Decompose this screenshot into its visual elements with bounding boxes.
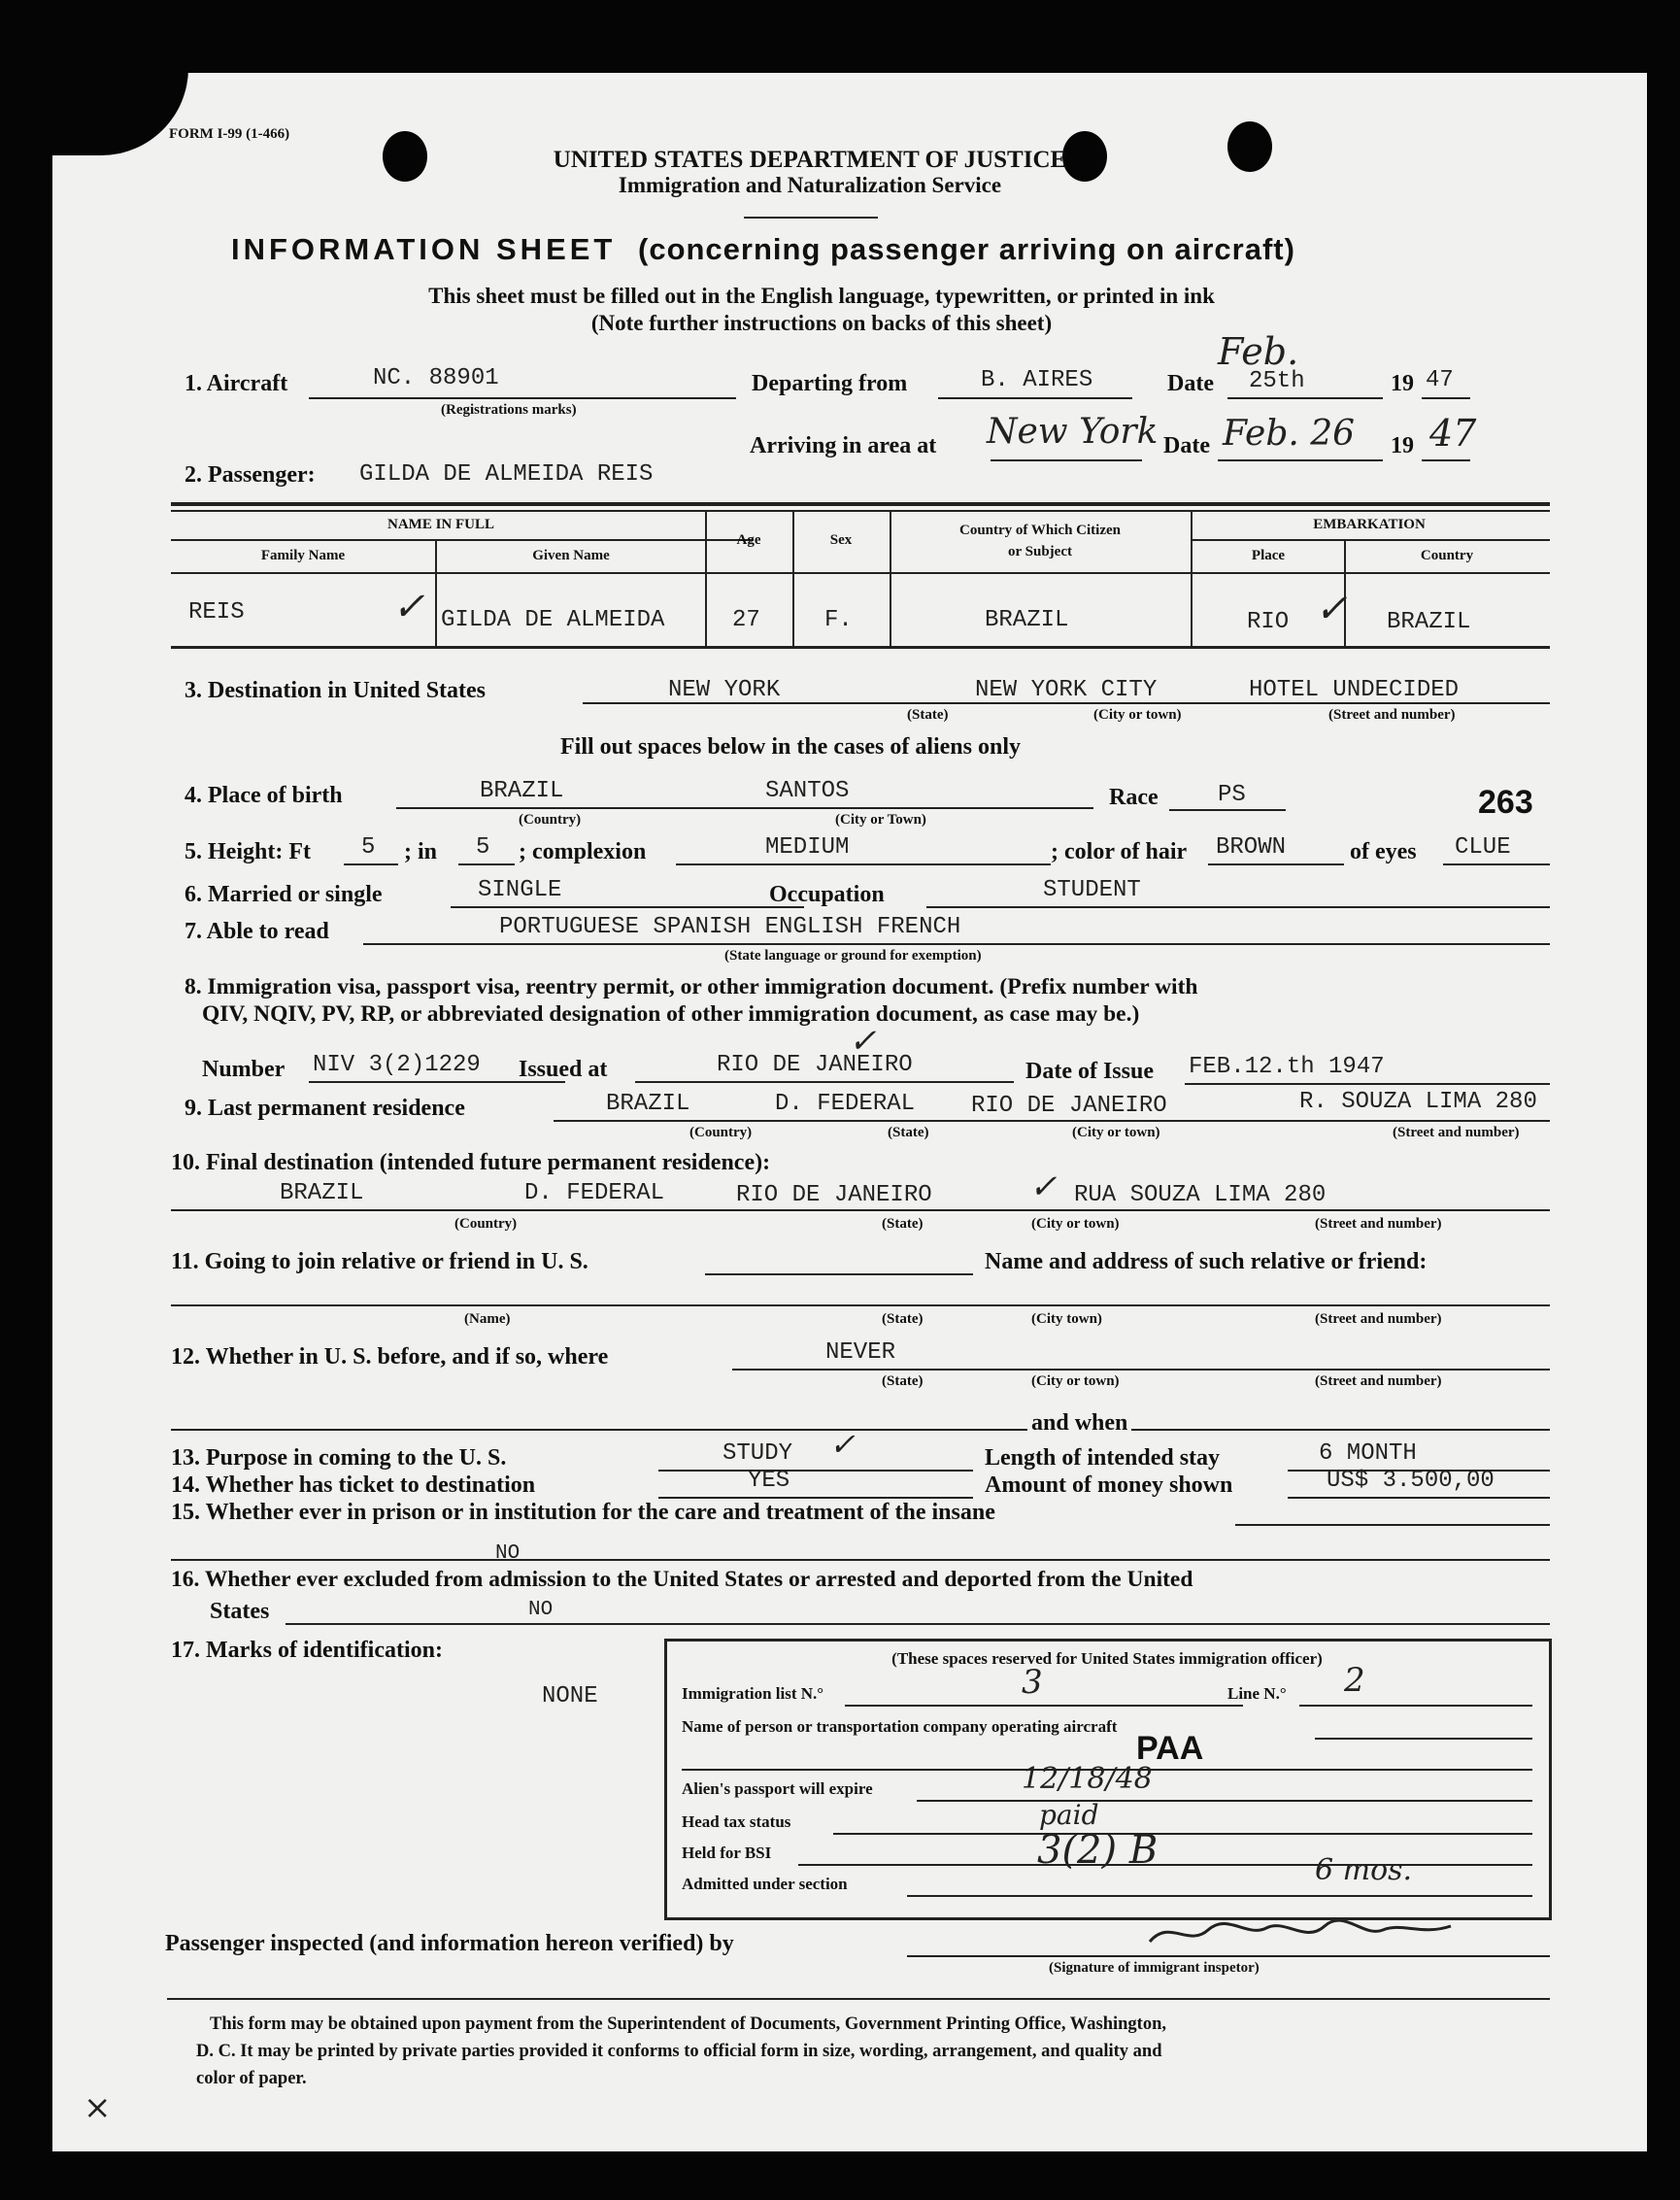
issued-at-line xyxy=(635,1081,1014,1083)
held-for-bsi-label: Held for BSI xyxy=(682,1844,772,1862)
length-of-stay-value: 6 MONTH xyxy=(1319,1440,1417,1467)
passport-expire-value: 12/18/48 xyxy=(1022,1762,1153,1796)
last-res-city-value: RIO DE JANEIRO xyxy=(971,1093,1167,1119)
aliens-only-note: Fill out spaces below in the cases of aliens only xyxy=(559,734,1022,760)
company-line-a xyxy=(1315,1738,1532,1740)
marks-value: NONE xyxy=(542,1683,598,1709)
passport-expire-line xyxy=(917,1800,1532,1802)
company-value: PAA xyxy=(1136,1730,1204,1767)
last-residence-label: 9. Last permanent residence xyxy=(185,1096,465,1121)
relative-city-caption: (City town) xyxy=(1031,1311,1102,1327)
admitted-section-label: Admitted under section xyxy=(682,1875,848,1893)
page-subtitle: (concerning passenger arriving on aircraft) xyxy=(638,232,1295,266)
final-country-value: BRAZIL xyxy=(280,1180,364,1206)
hair-line xyxy=(1208,863,1344,865)
money-value: US$ 3.500,00 xyxy=(1327,1468,1495,1494)
footer-line-3: color of paper. xyxy=(196,2069,307,2088)
aircraft-label: 1. Aircraft xyxy=(185,371,288,396)
place-of-birth-label: 4. Place of birth xyxy=(185,783,343,808)
birth-city-value: SANTOS xyxy=(765,778,850,804)
purpose-label: 13. Purpose in coming to the U. S. xyxy=(171,1445,507,1471)
married-line xyxy=(451,906,804,908)
last-res-country-value: BRAZIL xyxy=(606,1091,690,1117)
destination-city-caption: (City or town) xyxy=(1093,707,1182,723)
purpose-line xyxy=(658,1470,973,1472)
departure-year-line xyxy=(1422,397,1470,399)
state-language-caption: (State language or ground for exemption) xyxy=(724,948,982,964)
arriving-label: Arriving in area at xyxy=(750,433,937,458)
departure-date-label: Date xyxy=(1167,371,1214,396)
visa-number-value: NIV 3(2)1229 xyxy=(313,1052,481,1078)
eyes-label: of eyes xyxy=(1350,839,1417,864)
head-tax-line xyxy=(833,1833,1532,1835)
able-to-read-label: 7. Able to read xyxy=(185,919,329,944)
height-in-label: ; in xyxy=(404,839,438,864)
departure-year-label: 19 xyxy=(1391,371,1414,396)
family-name-value: REIS xyxy=(188,599,245,626)
going-to-join-line xyxy=(705,1273,973,1275)
destination-label: 3. Destination in United States xyxy=(185,678,487,703)
date-of-issue-line xyxy=(1185,1083,1550,1085)
excluded-value: NO xyxy=(528,1599,554,1621)
relative-line xyxy=(171,1304,1550,1306)
destination-state-caption: (State) xyxy=(907,707,949,723)
signature-caption: (Signature of immigrant inspetor) xyxy=(1049,1960,1260,1976)
birth-country-caption: (Country) xyxy=(519,812,582,828)
height-in-value: 5 xyxy=(476,834,490,861)
embark-country-value: BRAZIL xyxy=(1387,609,1471,635)
company-label: Name of person or transportation company operating aircraft xyxy=(682,1717,1118,1736)
place-header: Place xyxy=(1251,548,1286,563)
issued-at-value: RIO DE JANEIRO xyxy=(717,1052,913,1078)
punch-hole-2 xyxy=(1062,131,1107,182)
birth-city-caption: (City or Town) xyxy=(835,812,926,828)
money-line xyxy=(1288,1497,1550,1499)
held-for-bsi-line xyxy=(798,1864,1532,1866)
ticket-value: YES xyxy=(748,1468,790,1494)
and-when-line xyxy=(171,1429,1550,1431)
agency-name: UNITED STATES DEPARTMENT OF JUSTICE xyxy=(553,147,1067,173)
footer-line-2: D. C. It may be printed by private parties provided it conforms to official form in size, wording, arrangement, and quality and xyxy=(196,2042,1162,2061)
passenger-label: 2. Passenger: xyxy=(185,462,316,488)
arriving-line xyxy=(991,459,1142,461)
last-res-street-caption: (Street and number) xyxy=(1393,1125,1520,1140)
torn-corner xyxy=(43,63,188,155)
given-name-value: GILDA DE ALMEIDA xyxy=(441,607,665,633)
final-street-value: RUA SOUZA LIMA 280 xyxy=(1074,1182,1327,1208)
in-us-before-label: 12. Whether in U. S. before, and if so, where xyxy=(171,1344,609,1370)
punch-hole-3 xyxy=(1227,121,1272,172)
hair-label: ; color of hair xyxy=(1051,839,1188,864)
final-city-value: RIO DE JANEIRO xyxy=(736,1182,932,1208)
relative-name-caption: (Name) xyxy=(464,1311,511,1327)
page-title-main: INFORMATION SHEET xyxy=(231,232,617,266)
date-of-issue-value: FEB.12.th 1947 xyxy=(1189,1054,1385,1080)
race-label: Race xyxy=(1109,785,1159,810)
page-title xyxy=(231,234,1295,264)
destination-city-value: NEW YORK CITY xyxy=(975,677,1158,703)
arrival-year: 47 xyxy=(1429,412,1477,455)
family-name-check: ✓ xyxy=(392,585,425,629)
admitted-section-line xyxy=(907,1895,1532,1897)
destination-street-value: HOTEL UNDECIDED xyxy=(1249,677,1460,703)
issued-at-label: Issued at xyxy=(519,1057,608,1082)
item8-line2: QIV, NQIV, PV, RP, or abbreviated designation of other immigration document, as case may be.) xyxy=(202,1001,1140,1027)
age-header: Age xyxy=(736,532,761,548)
citizenship-value: BRAZIL xyxy=(985,607,1069,633)
signature-icon xyxy=(1140,1909,1461,1957)
read-line xyxy=(363,943,1550,945)
stamp-number: 263 xyxy=(1478,784,1533,821)
eyes-value: CLUE xyxy=(1455,834,1511,861)
complexion-line xyxy=(676,863,1051,865)
birth-country-value: BRAZIL xyxy=(480,778,564,804)
sex-value: F. xyxy=(824,607,853,633)
head-tax-value: paid xyxy=(1039,1799,1099,1831)
arrival-date-label: Date xyxy=(1163,433,1210,458)
excluded-line xyxy=(286,1623,1550,1625)
sex-header: Sex xyxy=(829,532,853,548)
form-sheet xyxy=(52,73,1647,2151)
money-label: Amount of money shown xyxy=(985,1472,1233,1498)
in-us-before-line xyxy=(732,1369,1550,1371)
embarkation-header: EMBARKATION xyxy=(1313,517,1426,532)
family-name-header: Family Name xyxy=(260,548,346,563)
relative-state-caption: (State) xyxy=(882,1311,924,1327)
table-rule-top-2 xyxy=(171,510,1550,512)
table-col-2 xyxy=(705,512,707,646)
final-destination-label: 10. Final destination (intended future permanent residence): xyxy=(171,1150,771,1175)
departing-value: B. AIRES xyxy=(981,367,1093,393)
name-address-label: Name and address of such relative or friend: xyxy=(985,1249,1428,1274)
and-when-label: and when xyxy=(1027,1411,1131,1435)
arrival-year-line xyxy=(1422,459,1470,461)
table-rule-embark xyxy=(1193,539,1550,541)
destination-state-value: NEW YORK xyxy=(668,677,781,703)
issued-at-check: ✓ xyxy=(849,1022,877,1061)
instruction-1: This sheet must be filled out in the English language, typewritten, or printed in ink xyxy=(428,284,1215,308)
table-col-1 xyxy=(435,541,437,646)
arrival-date-line xyxy=(1218,459,1383,461)
purpose-check: ✓ xyxy=(829,1426,856,1463)
departure-day: 25th xyxy=(1249,368,1305,394)
height-in-line xyxy=(458,863,515,865)
instruction-2: (Note further instructions on backs of this sheet) xyxy=(590,311,1053,335)
prison-value: NO xyxy=(495,1542,521,1565)
departing-line xyxy=(938,397,1132,399)
occupation-line xyxy=(926,906,1550,908)
complexion-value: MEDIUM xyxy=(765,834,850,861)
officer-box-header: (These spaces reserved for United States immigration officer) xyxy=(891,1649,1323,1668)
name-in-full-header: NAME IN FULL xyxy=(386,517,495,532)
occupation-value: STUDENT xyxy=(1043,877,1141,903)
passport-expire-label: Alien's passport will expire xyxy=(682,1779,873,1798)
prison-label: 15. Whether ever in prison or in institution for the care and treatment of the insane xyxy=(171,1500,995,1525)
table-col-4 xyxy=(890,512,891,646)
passenger-inspected-label: Passenger inspected (and information hereon verified) by xyxy=(165,1931,734,1956)
immigration-list-line xyxy=(845,1705,1243,1707)
married-value: SINGLE xyxy=(478,877,562,903)
race-value: PS xyxy=(1218,782,1246,808)
final-country-caption: (Country) xyxy=(454,1216,518,1232)
occupation-label: Occupation xyxy=(769,882,885,907)
height-label: 5. Height: Ft xyxy=(185,839,311,864)
table-rule-head xyxy=(171,572,1550,574)
footer-line-1: This form may be obtained upon payment from the Superintendent of Documents, Government Printing Office, Washington, xyxy=(210,2014,1166,2034)
final-city-caption: (City or town) xyxy=(1031,1216,1120,1232)
country-header: Country xyxy=(1420,548,1474,563)
in-us-before-value: NEVER xyxy=(825,1339,896,1366)
table-rule-mid xyxy=(171,539,754,541)
length-of-stay-label: Length of intended stay xyxy=(985,1445,1221,1471)
marks-label: 17. Marks of identification: xyxy=(171,1638,443,1663)
final-state-value: D. FEDERAL xyxy=(524,1180,665,1206)
going-to-join-label: 11. Going to join relative or friend in U. S. xyxy=(171,1249,588,1274)
ticket-line xyxy=(658,1497,973,1499)
eyes-line xyxy=(1443,863,1550,865)
prison-line-b xyxy=(171,1559,1550,1561)
form-number: FORM I-99 (1-466) xyxy=(169,126,290,142)
arriving-value: New York xyxy=(987,412,1159,452)
height-ft-line xyxy=(344,863,398,865)
in-us-state-caption: (State) xyxy=(882,1373,924,1389)
departure-year: 47 xyxy=(1426,367,1454,393)
held-for-bsi-value: 3(2) B xyxy=(1037,1828,1159,1873)
immigration-list-value: 3 xyxy=(1022,1663,1043,1702)
final-street-check: ✓ xyxy=(1029,1168,1058,1206)
embark-place-check: ✓ xyxy=(1315,587,1348,631)
last-res-state-value: D. FEDERAL xyxy=(775,1091,916,1117)
embark-place-value: RIO xyxy=(1247,609,1290,635)
languages-value: PORTUGUESE SPANISH ENGLISH FRENCH xyxy=(499,914,961,940)
header-rule xyxy=(744,217,878,219)
complexion-label: ; complexion xyxy=(519,839,647,864)
arrival-year-label: 19 xyxy=(1391,433,1414,458)
inspector-signature xyxy=(1140,1909,1461,1962)
immigration-list-label: Immigration list N.° xyxy=(682,1684,824,1703)
prison-line-a xyxy=(1235,1524,1550,1526)
table-rule-bottom xyxy=(171,646,1550,649)
relative-street-caption: (Street and number) xyxy=(1315,1311,1442,1327)
service-name: Immigration and Naturalization Service xyxy=(618,173,1002,197)
excluded-line1: 16. Whether ever excluded from admission to the United States or arrested and deported from the United xyxy=(171,1567,1193,1592)
aircraft-value: NC. 88901 xyxy=(373,365,499,391)
hair-value: BROWN xyxy=(1216,834,1287,861)
last-res-state-caption: (State) xyxy=(888,1125,929,1140)
aircraft-line xyxy=(309,397,736,399)
departing-from-label: Departing from xyxy=(752,371,908,396)
table-col-3 xyxy=(792,512,794,646)
given-name-header: Given Name xyxy=(532,548,610,563)
line-no-line xyxy=(1299,1705,1532,1707)
number-label: Number xyxy=(202,1057,286,1082)
purpose-value: STUDY xyxy=(722,1440,793,1467)
passenger-value: GILDA DE ALMEIDA REIS xyxy=(359,461,654,488)
table-col-5 xyxy=(1191,512,1193,646)
admitted-section-value: 6 mos. xyxy=(1315,1853,1413,1887)
date-of-issue-label: Date of Issue xyxy=(1025,1059,1154,1084)
final-street-caption: (Street and number) xyxy=(1315,1216,1442,1232)
final-state-caption: (State) xyxy=(882,1216,924,1232)
registration-marks-label: (Registrations marks) xyxy=(441,402,577,418)
last-res-street-value: R. SOUZA LIMA 280 xyxy=(1299,1089,1537,1115)
subject-header: or Subject xyxy=(1008,544,1072,559)
footer-rule xyxy=(167,1998,1550,2000)
table-rule-top xyxy=(171,502,1550,506)
departure-date-line xyxy=(1227,397,1383,399)
line-no-label: Line N.° xyxy=(1227,1684,1287,1703)
line-no-value: 2 xyxy=(1344,1661,1365,1700)
departure-month: Feb. xyxy=(1218,330,1299,373)
last-residence-line xyxy=(554,1120,1550,1122)
last-res-city-caption: (City or town) xyxy=(1072,1125,1160,1140)
head-tax-label: Head tax status xyxy=(682,1812,791,1831)
height-ft-value: 5 xyxy=(361,834,376,861)
citizen-header: Country of Which Citizen xyxy=(959,523,1121,538)
punch-hole-1 xyxy=(383,131,427,182)
in-us-street-caption: (Street and number) xyxy=(1315,1373,1442,1389)
birth-line xyxy=(396,807,1093,809)
race-line xyxy=(1169,809,1286,811)
ticket-label: 14. Whether has ticket to destination xyxy=(171,1472,536,1498)
age-value: 27 xyxy=(732,607,760,633)
margin-mark: × xyxy=(84,2088,112,2127)
item8-line1: 8. Immigration visa, passport visa, reentry permit, or other immigration document. (Prefix number with xyxy=(185,974,1198,999)
married-label: 6. Married or single xyxy=(185,882,383,907)
final-destination-line xyxy=(171,1209,1550,1211)
arrival-date-value: Feb. 26 xyxy=(1223,414,1356,454)
destination-street-caption: (Street and number) xyxy=(1328,707,1456,723)
in-us-city-caption: (City or town) xyxy=(1031,1373,1120,1389)
excluded-line2: States xyxy=(210,1599,270,1624)
last-res-country-caption: (Country) xyxy=(689,1125,753,1140)
